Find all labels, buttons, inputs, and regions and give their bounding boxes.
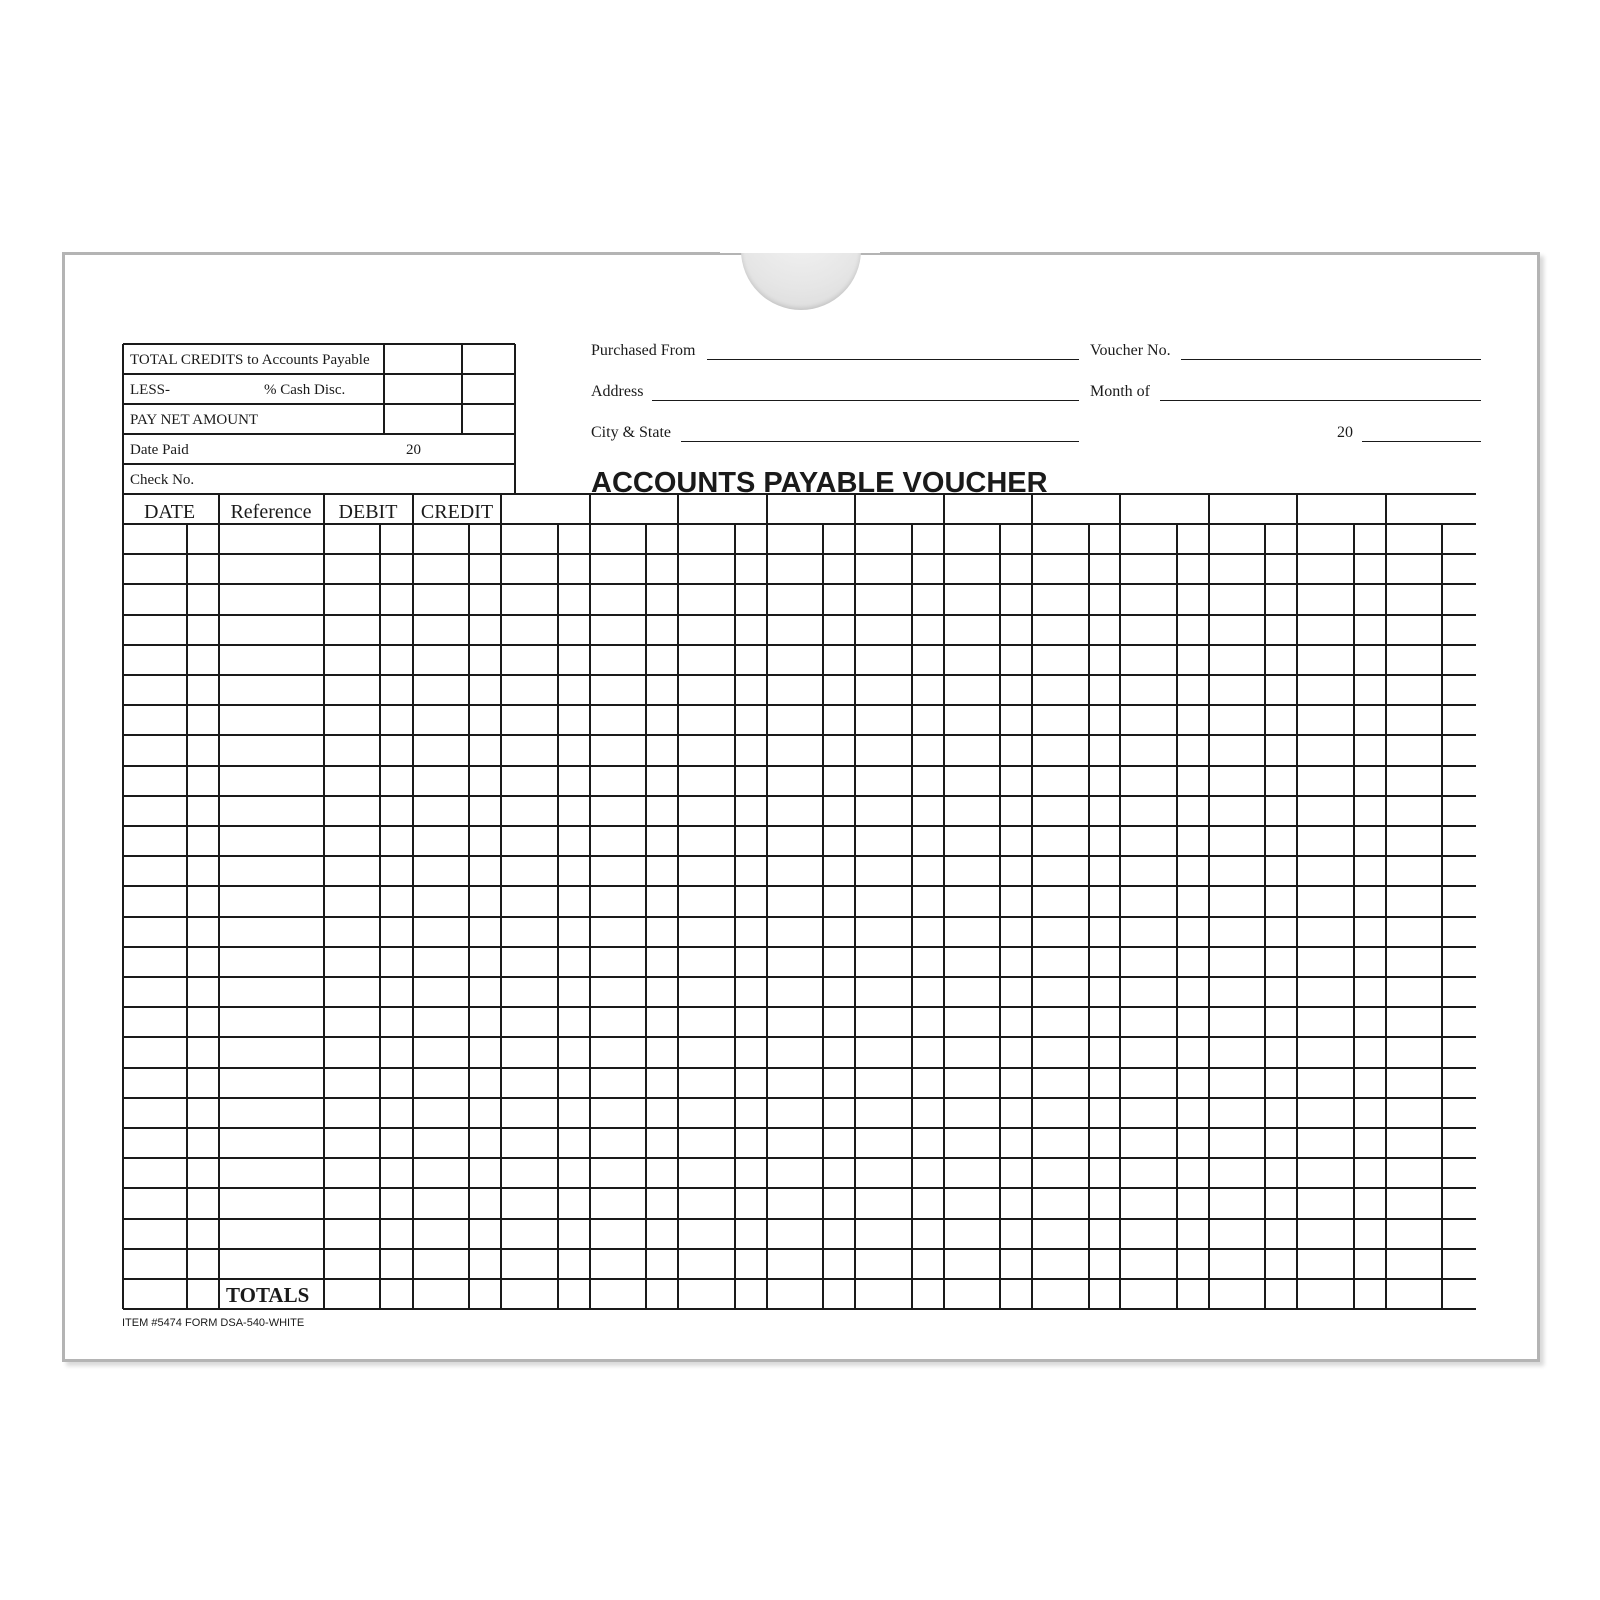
- year-field[interactable]: [1362, 441, 1481, 442]
- column-header-reference: Reference: [230, 501, 312, 523]
- column-header-debit: DEBIT: [338, 501, 398, 523]
- totals-label: TOTALS: [226, 1283, 310, 1307]
- month-of-label: Month of: [1090, 383, 1150, 400]
- form-title: ACCOUNTS PAYABLE VOUCHER: [591, 467, 1048, 499]
- address-field[interactable]: [652, 400, 1079, 401]
- column-header-credit: CREDIT: [420, 501, 494, 523]
- purchased-from-label: Purchased From: [591, 342, 696, 359]
- month-of-field[interactable]: [1160, 400, 1481, 401]
- cash-disc-label: % Cash Disc.: [264, 382, 346, 398]
- form-code: ITEM #5474 FORM DSA-540-WHITE: [122, 1317, 305, 1329]
- check-no-label: Check No.: [130, 472, 195, 488]
- address-label: Address: [591, 383, 644, 400]
- year-prefix-label: 20: [1337, 424, 1353, 441]
- voucher-no-field[interactable]: [1181, 359, 1481, 360]
- city-state-field[interactable]: [681, 441, 1079, 442]
- pay-net-label: PAY NET AMOUNT: [130, 412, 259, 428]
- less-label: LESS-: [130, 382, 171, 398]
- voucher-no-label: Voucher No.: [1090, 342, 1171, 359]
- purchased-from-field[interactable]: [707, 359, 1079, 360]
- date-paid-year: 20: [406, 442, 421, 458]
- total-credits-label: TOTAL CREDITS to Accounts Payable: [130, 352, 370, 368]
- city-state-label: City & State: [591, 424, 671, 441]
- column-header-date: DATE: [143, 501, 196, 523]
- date-paid-label: Date Paid: [130, 442, 189, 458]
